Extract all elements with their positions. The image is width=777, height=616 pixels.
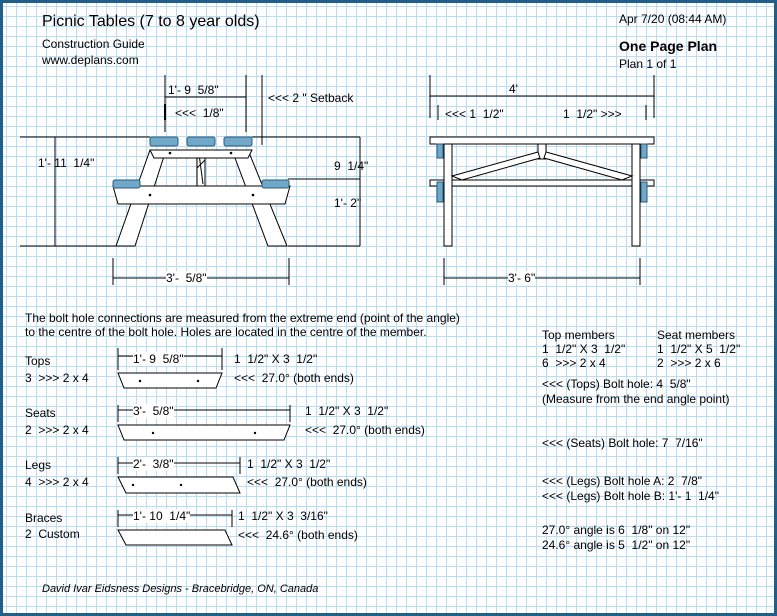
part-size: 1 1/2" X 3 3/16" bbox=[238, 509, 328, 523]
part-name: Legs bbox=[25, 458, 52, 472]
dim-base-width: 3'- 5/8" bbox=[166, 271, 207, 285]
plan-number: Plan 1 of 1 bbox=[619, 57, 677, 71]
part-size: 1 1/2" X 3 1/2" bbox=[234, 352, 318, 366]
part-angle: <<< 24.6° (both ends) bbox=[238, 528, 358, 542]
one-page-plan-heading: One Page Plan bbox=[619, 38, 718, 54]
seat-members-qty: 2 >>> 2 x 6 bbox=[657, 356, 721, 370]
dim-seat-height: 1'- 2" bbox=[334, 196, 362, 210]
seat-members-header: Seat members bbox=[657, 328, 736, 342]
part-size: 1 1/2" X 3 1/2" bbox=[247, 457, 331, 471]
part-qty: 2 >>> 2 x 4 bbox=[25, 423, 89, 437]
top-members-qty: 6 >>> 2 x 4 bbox=[542, 356, 606, 370]
part-angle: <<< 27.0° (both ends) bbox=[305, 423, 425, 437]
bolt-note-line-2: to the centre of the bolt hole. Holes are located in the centre of the member. bbox=[25, 325, 427, 339]
dim-base-length: 3'- 6" bbox=[508, 271, 536, 285]
dim-right-offset: 1 1/2" >>> bbox=[563, 107, 622, 121]
top-members-header: Top members bbox=[542, 328, 615, 342]
designer-credit: David Ivar Eidsness Designs - Bracebridge, ON, Canada bbox=[42, 583, 319, 595]
seat-members-size: 1 1/2" X 5 1/2" bbox=[657, 342, 741, 356]
top-members-size: 1 1/2" X 3 1/2" bbox=[542, 342, 626, 356]
dim-top-width: 1'- 9 5/8" bbox=[168, 83, 219, 97]
part-qty: 3 >>> 2 x 4 bbox=[25, 371, 89, 385]
bolt-hole-seats: <<< (Seats) Bolt hole: 7 7/16" bbox=[542, 436, 703, 450]
part-length: 1'- 9 5/8" bbox=[133, 352, 184, 366]
bolt-hole-legs-b: <<< (Legs) Bolt hole B: 1'- 1 1/4" bbox=[542, 489, 719, 503]
website-link[interactable]: www.deplans.com bbox=[42, 53, 139, 67]
dim-top-to-seat: 9 1/4" bbox=[334, 159, 369, 173]
part-angle: <<< 27.0° (both ends) bbox=[234, 371, 354, 385]
angle-note-2: 24.6° angle is 5 1/2" on 12" bbox=[542, 538, 691, 552]
angle-note-1: 27.0° angle is 6 1/8" on 12" bbox=[542, 523, 691, 537]
dim-setback: <<< 2 " Setback bbox=[268, 91, 354, 105]
part-qty: 4 >>> 2 x 4 bbox=[25, 475, 89, 489]
dim-top-length: 4' bbox=[509, 82, 518, 96]
part-length: 2'- 3/8" bbox=[133, 457, 174, 471]
dim-left-offset: <<< 1 1/2" bbox=[445, 107, 504, 121]
bolt-hole-tops: <<< (Tops) Bolt hole: 4 5/8" bbox=[542, 377, 691, 391]
plan-subtitle: Construction Guide bbox=[42, 37, 145, 51]
part-size: 1 1/2" X 3 1/2" bbox=[305, 404, 389, 418]
dim-overhang: <<< 1/8" bbox=[175, 106, 224, 120]
part-qty: 2 Custom bbox=[25, 527, 80, 541]
part-angle: <<< 27.0° (both ends) bbox=[247, 475, 367, 489]
part-name: Braces bbox=[25, 511, 63, 525]
part-length: 3'- 5/8" bbox=[133, 404, 174, 418]
plan-date: Apr 7/20 (08:44 AM) bbox=[619, 12, 727, 26]
dim-overall-height: 1'- 11 1/4" bbox=[38, 156, 95, 170]
part-length: 1'- 10 1/4" bbox=[133, 509, 191, 523]
plan-title: Picnic Tables (7 to 8 year olds) bbox=[42, 13, 260, 30]
part-name: Tops bbox=[25, 354, 51, 368]
bolt-note-line-1: The bolt hole connections are measured from the extreme end (point of the angle) bbox=[25, 311, 460, 325]
bolt-hole-tops-note: (Measure from the end angle point) bbox=[542, 392, 730, 406]
part-name: Seats bbox=[25, 406, 56, 420]
bolt-hole-legs-a: <<< (Legs) Bolt hole A: 2 7/8" bbox=[542, 474, 703, 488]
